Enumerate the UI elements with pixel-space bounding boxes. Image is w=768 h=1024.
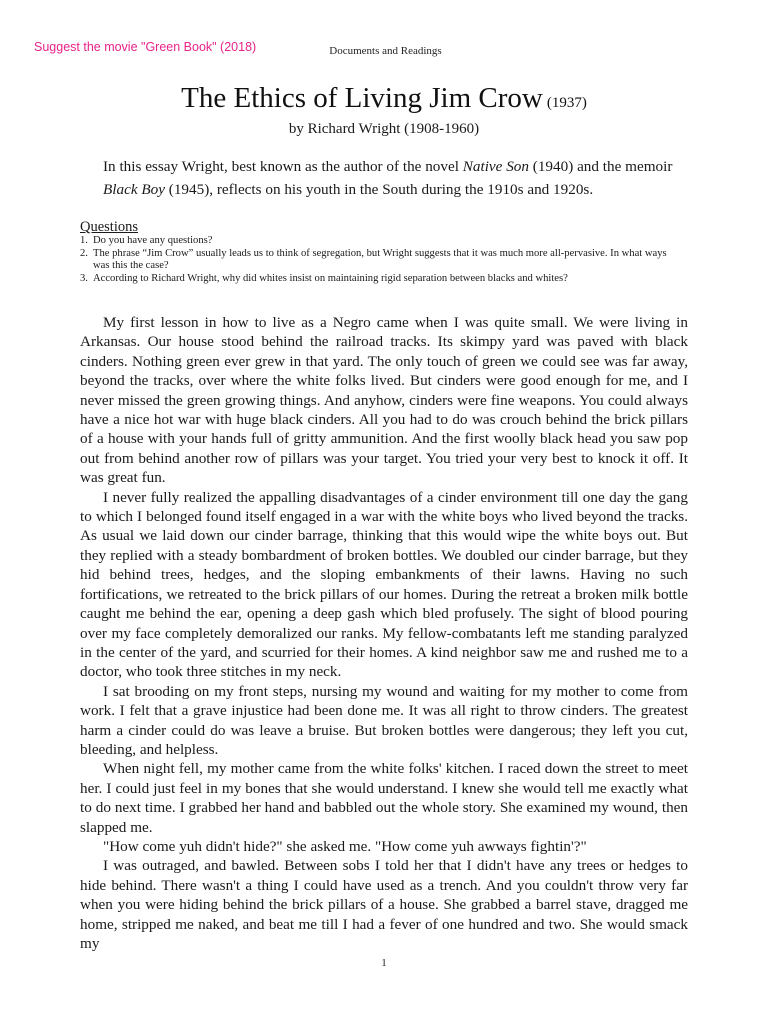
essay-title: The Ethics of Living Jim Crow	[181, 82, 543, 114]
book-title-native-son: Native Son	[462, 158, 529, 175]
intro-paragraph	[103, 155, 703, 201]
questions-heading: Questions	[80, 219, 138, 235]
body-paragraph: When night fell, my mother came from the white folks' kitchen. I raced down the street to meet her. I could just feel in my bones that she would understand. I knew she would tell me exactly what to do next time. I grabbed her hand and babbled out the whole story. She examined my wound, then slapped me.	[80, 760, 688, 836]
question-item	[80, 273, 680, 286]
book-title-black-boy: Black Boy	[103, 181, 165, 198]
body-paragraph: I sat brooding on my front steps, nursing my wound and waiting for my mother to come from work. I felt that a grave injustice had been done me. It was all right to throw cinders. The greatest harm a cinder could do was leave a bruise. But broken bottles were dangerous; they left you cut, bleeding, and helpless.	[80, 682, 688, 758]
running-head: Documents and Readings	[329, 45, 442, 57]
question-number: 3.	[80, 272, 88, 284]
body-paragraph: I was outraged, and bawled. Between sobs I told her that I didn't have any trees or hedges to hide behind. There wasn't a thing I could have used as a trench. And you couldn't throw very far when you were hiding behind the brick pillars of a house. She grabbed a barrel stave, dragged me home, stripped me naked, and beat me till I had a fever of one hundred and two. She would smack my	[80, 857, 688, 952]
title-line	[0, 82, 768, 115]
intro-text: In this essay Wright, best known as the author of the novel	[103, 158, 463, 175]
question-text: Do you have any questions?	[93, 235, 213, 246]
questions-section	[80, 219, 680, 285]
question-text: According to Richard Wright, why did whites insist on maintaining rigid separation between blacks and whites?	[93, 272, 568, 284]
intro-text: (1945), reflects on his youth in the South during the 1910s and 1920s.	[164, 181, 594, 198]
body-paragraph: "How come yuh didn't hide?" she asked me. "How come yuh awways fightin'?"	[103, 837, 587, 855]
questions-list	[80, 235, 680, 285]
byline: by Richard Wright (1908-1960)	[288, 121, 480, 137]
question-item	[80, 248, 680, 273]
question-text: The phrase “Jim Crow” usually leads us to think of segregation, but Wright suggests that it was much more all-pervasive. In what ways was this the case?	[93, 247, 667, 272]
body-paragraph: I never fully realized the appalling disadvantages of a cinder environment till one day the gang to which I belonged found itself engaged in a war with the white boys who lived beyond the tracks. As usual we laid down our cinder barrage, thinking that this would wipe the white boys out. But they replied with a steady bombardment of broken bottles. We doubled our cinder barrage, but they hid behind trees, hedges, and the sloping embankments of their lawns. Having no such fortifications, we retreated to the brick pillars of our homes. During the retreat a broken milk bottle caught me behind the ear, opening a deep gash which bled profusely. The sight of blood pouring over my face completely demoralized our ranks. My fellow-combatants left me standing paralyzed in the center of the yard, and scurried for their homes. A kind neighbor saw me and rushed me to a doctor, who took three stitches in my neck.	[80, 488, 688, 681]
essay-year: (1937)	[546, 95, 587, 111]
question-number: 1.	[80, 235, 88, 246]
handwritten-annotation: Suggest the movie "Green Book" (2018)	[34, 40, 257, 54]
question-item	[80, 235, 680, 248]
essay-body	[80, 313, 688, 953]
question-number: 2.	[80, 247, 88, 259]
body-paragraph: My first lesson in how to live as a Negro came when I was quite small. We were living in Arkansas. Our house stood behind the railroad tracks. Its skimpy yard was paved with black cinders. Nothing green ever grew in that yard. The only touch of green we could see was far away, beyond the tracks, over where the white folks lived. But cinders were good enough for me, and I never missed the green growing things. And anyhow, cinders were fine weapons. You could always have a nice hot war with huge black cinders. All you had to do was crouch behind the brick pillars of a house with your hands full of gritty ammunition. And the first woolly black head you saw pop out from behind another row of pillars was your target. You tried your very best to knock it off. It was great fun.	[80, 314, 688, 487]
intro-text: (1940) and the memoir	[528, 158, 673, 175]
page-number: 1	[381, 957, 387, 969]
